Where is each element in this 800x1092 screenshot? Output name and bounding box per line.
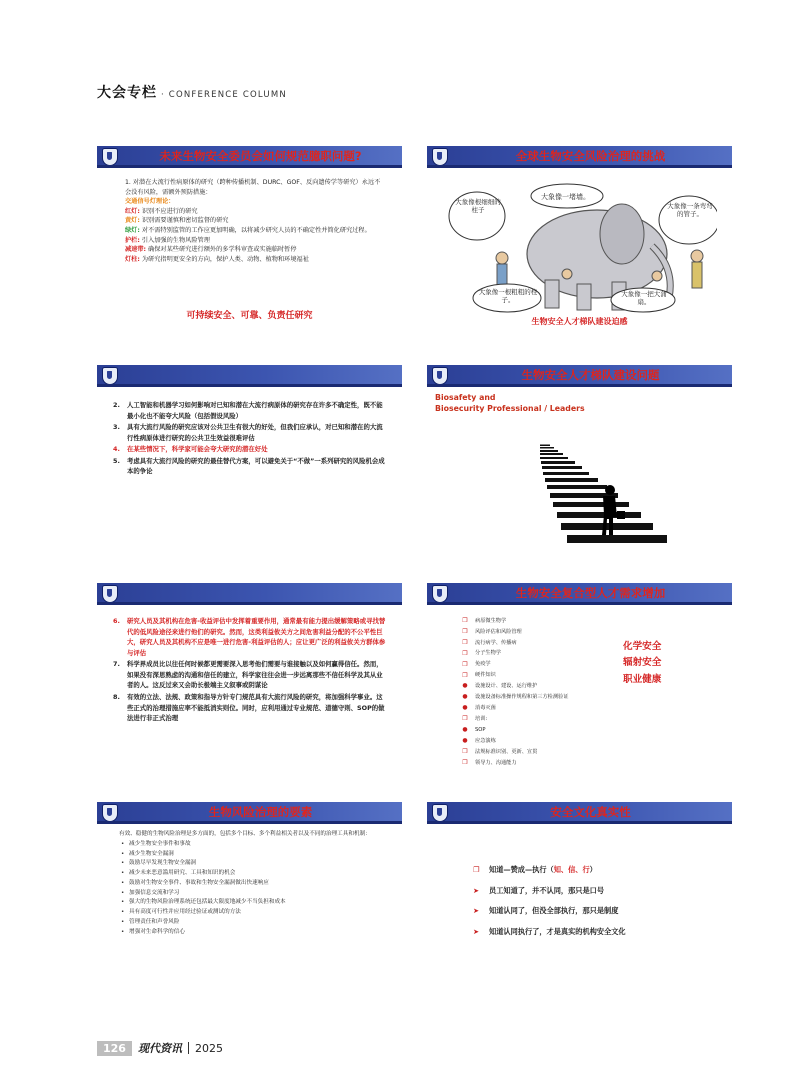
slide-title: 生物安全复合型人才需求增加 [515,586,666,600]
skill-list [461,616,636,768]
slide-title: 生物安全人才梯队建设问题 [521,368,660,382]
slide-title: 全球生物安全风险治理的挑战 [515,149,666,163]
list-item: ● 消毒灭菌 [462,704,496,712]
list-item: ● SOP [462,726,486,734]
list-item: 灯柱: 为研究指明更安全的方向，保护人类、动物、植物和环境福祉 [125,255,309,263]
slide-safety-culture [427,802,732,987]
list-item: 3. 具有大流行风险的研究应该对公共卫生有很大的好处，但我们应承认，对已知和潜在的大流行性病原体进行研究的公共卫生效益很难评估 [113,423,383,442]
slide-body [113,616,388,725]
list-item: • 增强对生命科学的信心 [119,928,389,938]
list-item: ❐ 分子生物学 [462,649,501,657]
field-chemical: 化学安全 [623,641,662,652]
list-item: 绿灯: 对不需特别监管的工作应更加明确，以将减少研究人员的不确定性并简化研究过程。 [125,227,371,235]
bubble-thick-pillar: 大象像一根粗粗的柱子。 [478,288,538,305]
list-item: • 减少生物安全漏洞 [119,850,389,860]
list-item: 减速带: 确保对某些研究进行额外的多学科审查或实施临时暂停 [125,246,297,254]
list-item: ❐ 病原微生物学 [462,617,507,624]
column-subtitle: · CONFERENCE COLUMN [161,90,287,100]
list-item: ❐ 免疫学 [462,660,491,668]
list-item: • 减少未来恶意滥用研究、工具和知识的机会 [119,869,389,879]
list-item: 7. 科学界成员比以往任何时候都更需要深入思考他们需要与谁接触以及如何赢得信任。然而，如果没有深思熟虑的沟通和信任的建立，科学家往往会进一步远离那些不信任科学及其从业者的人。这反过来又会助长极端主义叙事或阴谋论 [113,660,383,690]
slide-banner [427,146,732,168]
shield-logo-icon [102,804,118,822]
slide-talent-pipeline [427,365,732,550]
subhead: 交通信号灯理论： [125,198,175,206]
blind-men-elephant-illustration [447,176,717,314]
magazine-name: 现代资讯 [137,1042,182,1055]
list-item: • 加强信息交流和学习 [119,889,389,899]
shield-logo-icon [432,804,448,822]
list-item: 6. 研究人员及其机构在危害-收益评估中发挥着重要作用，通常最有能力提出缓解策略或寻找替代的低风险途径来进行他们的研究。然而，这类利益攸关方之间危害利益分配的不公平性巨大，研究人员及其机构不应是唯一进行危害-利益评估的人；应让更广泛的利益攸关方群体参与评估 [113,617,386,657]
list-item: 4. 在某些情况下，科学家可能会夸大研究的潜在好处 [113,445,268,454]
list-item: • 具有高度可行性并应用经过验证或测试的方法 [119,908,389,918]
slide-governance-elements [97,802,402,987]
slide-body [119,830,389,938]
slide-stakeholders [97,583,402,768]
slide-body [113,400,388,478]
field-occupational: 职业健康 [623,673,662,685]
list-item: • 鼓励对生物安全事件、事故和生物安全漏洞做出快速响应 [119,879,389,889]
slide-banner [97,583,402,605]
slide-banner [97,146,402,168]
intro-text: 有效、稳健的生物风险治理是多方面的，包括多个目标、多个利益相关者以及不同的治理工具和机制： [119,831,371,837]
list-item: ➤ 员工知道了，并不认同，那只是口号 [473,885,605,895]
culture-list [473,860,713,942]
bubble-thin-pillar: 大象像根细细的柱子 [455,198,501,215]
list-item: ❐ 知道—赞成—执行（知、信、行） [473,865,597,874]
slide-title: 未来生物安全委员会如何规范臆职问题? [159,149,362,163]
list-item: 护栏: 引入加强的生物风险管理 [125,236,210,244]
slide-research-risks [97,365,402,550]
bubble-tube: 大象像一条弯弯的管子。 [667,202,713,219]
list-item: 红灯: 识别不应进行的研究 [125,207,198,215]
list-item: ❐ 硬件知识 [462,671,496,679]
field-radiation: 辐射安全 [623,657,662,669]
slide-title: 安全文化真实性 [550,805,631,819]
list-item: ● 设施设计、建设、运行维护 [462,682,538,690]
slogan: 可持续安全、可靠、负责任研究 [186,311,313,321]
slide-banner [427,583,732,605]
shield-logo-icon [432,585,448,603]
bubble-wall: 大象像一堵墙。 [541,193,590,201]
shield-logo-icon [102,367,118,385]
slide-body [125,178,385,264]
slide-caption: 生物安全人才梯队建设迫感 [531,317,628,326]
intro-text: 1. 对潜在大流行性病原体的研究（跨种传播机制、DURC、GOF、反向遗传学等研究）永远不会没有风险，需额外预防措施： [125,179,381,196]
list-item: • 强大的生物风险治理系统还包括最大限度地减少不当负担和成本 [119,898,389,908]
list-item: ➤ 知道认同执行了，才是真实的机构安全文化 [473,926,626,936]
list-item: ➤ 知道认同了，但没全部执行，那只是制度 [473,906,619,916]
page-number: 126 [97,1041,132,1056]
slide-title: 生物风险治理的要素 [208,805,313,819]
list-item: ❐ 领导力、沟通能力 [462,758,517,766]
list-item: ❐ 流行病学、传播病 [462,638,517,646]
slide-banner [97,365,402,387]
slide-banner [427,365,732,387]
slide-talent-demand [427,583,732,768]
list-item: ❐ 培训: [462,715,488,723]
related-fields [623,639,713,688]
list-item: 5. 考虑具有大流行风险的研究的最佳替代方案，可以避免关于“不做”一系列研究的风险机会成本的争论 [113,456,385,476]
list-item: • 鼓励尽早发现生物安全漏洞 [119,859,389,869]
shield-logo-icon [432,148,448,166]
page-footer [97,1040,223,1056]
shield-logo-icon [102,585,118,603]
slide-biosafety-committee [97,146,402,331]
list-item: • 减少生物安全事件和事故 [119,840,389,850]
column-title: 大会专栏 [97,85,157,101]
list-item: 黄灯: 识别需要谨慎和密切监督的研究 [125,217,229,225]
list-item: ● 设施设备标准操作规程和第三方检测验证 [462,693,569,701]
slide-global-challenges [427,146,732,331]
issue-year: 2025 [194,1041,223,1055]
list-item: 8. 有效的立法、法规、政策和指导方针专门规范具有大流行风险的研究，将加强科学事业。这些正式的治理措施应率不能抵消实则位。同时，应利用通过专业规范、道德守则、SOP的做法进行非正式治理 [113,692,385,723]
staircase-leader-illustration [447,395,717,550]
list-item: ❐ 风险评估和风险管理 [462,627,522,635]
slide-banner [97,802,402,824]
list-item: • 管理责任和声誉风险 [119,918,389,928]
slide-banner [427,802,732,824]
list-item: ● 应急演练 [462,736,496,744]
list-item: 2. 人工智能和机器学习如何影响对已知和潜在大流行病原体的研究存在许多不确定性，既不能最小化也不能夸大风险（包括假设风险） [113,401,383,420]
list-item: ❐ 法规标准识别、更新、宣贯 [462,747,538,755]
shield-logo-icon [102,148,118,166]
footer-divider [188,1042,189,1054]
page-header [97,82,287,102]
subtitle-en: Biosafety and Biosecurity Professional / Leaders [435,393,585,413]
bubble-fan: 大象像一把大蒲扇。 [621,290,667,307]
shield-logo-icon [432,367,448,385]
